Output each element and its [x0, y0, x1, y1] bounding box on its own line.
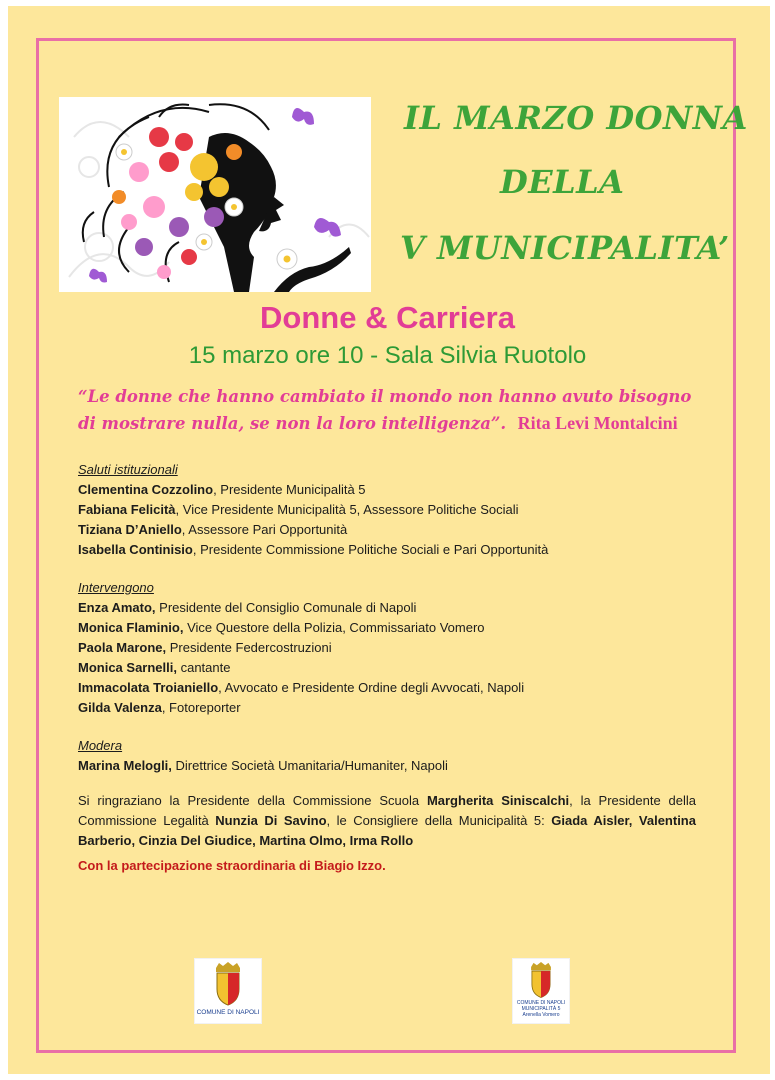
comune-napoli-logo	[194, 958, 262, 1024]
person-name: Gilda Valenza	[78, 700, 162, 715]
greeting-person	[78, 520, 718, 540]
speaker	[78, 618, 718, 638]
quote-line-1: “Le donne che hanno cambiato il mondo non hanno avuto bisogno	[78, 387, 692, 406]
person-name: Monica Sarnelli,	[78, 660, 177, 675]
person-role: Direttrice Società Umanitaria/Humaniter, Napoli	[171, 758, 448, 773]
event-date-location: 15 marzo ore 10 - Sala Silvia Ruotolo	[188, 342, 587, 369]
person-role: , Vice Presidente Municipalità 5, Assessore Politiche Sociali	[175, 502, 519, 517]
person-role: , Presidente Commissione Politiche Sociali e Pari Opportunità	[192, 542, 549, 557]
quote-author: Rita Levi Montalcini	[517, 413, 678, 433]
speaker	[78, 658, 718, 678]
person-name: Fabiana Felicità	[78, 502, 176, 517]
quote-line-2-row	[78, 410, 718, 437]
greetings-section	[78, 460, 718, 560]
person-name: Monica Flaminio,	[78, 620, 184, 635]
speaker	[78, 678, 718, 698]
moderator	[78, 756, 718, 776]
person-name: Marina Melogli,	[78, 758, 172, 773]
person-role: , Fotoreporter	[161, 700, 241, 715]
person-name: Isabella Continisio	[78, 542, 193, 557]
logo-sublabel-2: Arenella Vomero	[522, 1012, 560, 1018]
greeting-person	[78, 540, 718, 560]
thanks-name-1: Margherita Siniscalchi	[426, 793, 570, 808]
person-name: Immacolata Troianiello	[78, 680, 219, 695]
thanks-text-2: , la Presidente della Commissione Legalità	[78, 793, 696, 828]
thanks-paragraph	[78, 791, 696, 851]
woman-flowers-illustration	[59, 97, 371, 292]
logo-label: COMUNE DI NAPOLI	[196, 1009, 260, 1016]
speakers-section	[78, 578, 718, 718]
logo-sublabel: MUNICIPALITÀ 5	[521, 1006, 561, 1012]
municipalita-5-logo	[512, 958, 570, 1024]
title-line-2: DELLA	[500, 163, 625, 201]
special-guest: Con la partecipazione straordinaria di Biagio Izzo.	[78, 858, 386, 873]
person-role: Presidente Federcostruzioni	[166, 640, 332, 655]
moderator-heading: Modera	[78, 738, 123, 753]
person-role: Presidente del Consiglio Comunale di Napoli	[155, 600, 417, 615]
person-name: Paola Marone,	[78, 640, 167, 655]
thanks-name-2: Nunzia Di Savino	[215, 813, 327, 828]
moderator-section	[78, 736, 718, 776]
coat-of-arms-icon	[208, 962, 248, 1008]
person-role: , Avvocato e Presidente Ordine degli Avvocati, Napoli	[218, 680, 525, 695]
speaker	[78, 698, 718, 718]
event-name: Donne & Carriera	[260, 300, 515, 335]
person-role: Vice Questore della Polizia, Commissariato Vomero	[183, 620, 485, 635]
title-line-1: IL MARZO DONNA	[404, 99, 748, 137]
speaker	[78, 638, 718, 658]
person-name: Clementina Cozzolino	[78, 482, 214, 497]
person-name: Tiziana D’Aniello	[78, 522, 182, 537]
person-role: , Assessore Pari Opportunità	[181, 522, 348, 537]
quote-line-2: di mostrare nulla, se non la loro intelligenza”.	[78, 414, 507, 433]
person-role: cantante	[176, 660, 231, 675]
thanks-names-3: Giada Aisler, Valentina Barberio, Cinzia Del Giudice, Martina Olmo, Irma Rollo	[78, 813, 696, 848]
thanks-text-1: Si ringraziano la Presidente della Commissione Scuola	[78, 793, 427, 808]
greetings-heading: Saluti istituzionali	[78, 462, 178, 477]
greeting-person	[78, 500, 718, 520]
greeting-person	[78, 480, 718, 500]
thanks-text-3: , le Consigliere della Municipalità 5:	[326, 813, 552, 828]
coat-of-arms-icon	[524, 962, 558, 1000]
person-role: , Presidente Municipalità 5	[213, 482, 366, 497]
title-line-3: V MUNICIPALITA’	[400, 229, 730, 267]
speakers-heading: Intervengono	[78, 580, 154, 595]
speaker	[78, 598, 718, 618]
person-name: Enza Amato,	[78, 600, 156, 615]
logo-label: COMUNE DI NAPOLI	[516, 1000, 566, 1006]
quote	[78, 383, 718, 437]
